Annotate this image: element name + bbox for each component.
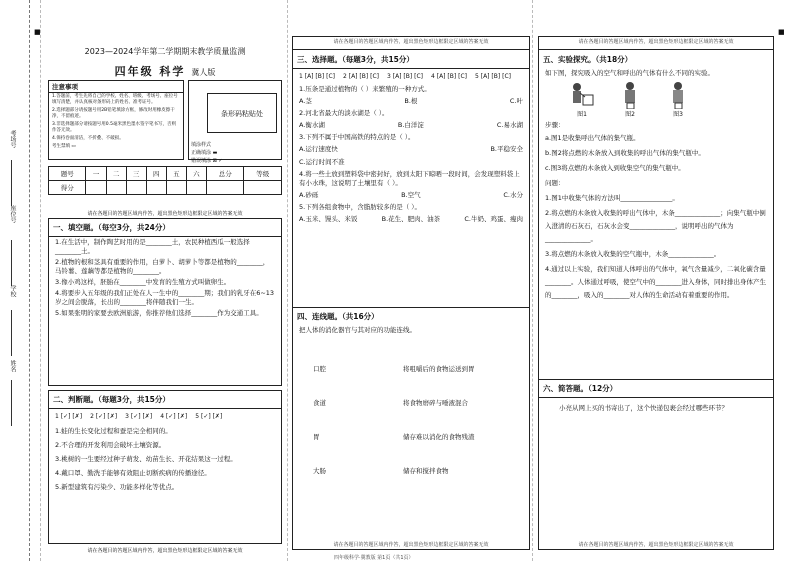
answer-bubbles[interactable]: 1 [✓] [✗] 2 [✓] [✗] 3 [✓] [✗] 4 [✓] [✗] 5 [✓] [✗] bbox=[55, 413, 223, 420]
column-3: 请在各题目的答题区域内作答，超出黑色矩形边框限定区域的答案无效 五、实验探究。（共18分） 如下图，探究吸入的空气和呼出的气体有什么不同的实验。 图1 图2 图3 步骤： a.图1是收集呼出气体的集气瓶。 b.图2将点燃的木条放入到收集的呼出气体的集气瓶中。 c.图3将点燃的木条放入到收集空气的集气瓶中。 问题： 1.图1中收集气体的方法叫________________。 2.将点燃的木条放入收集的呼出气体中，木条______________；向集气瓶中倒入澄清的石灰石，石灰水会变______________，说明呼出的气体为______________。 3.将点燃的木条放入收集的空气瓶中，木条______________。 4.通过以上实验，我们知道人体呼出的气体中，氧气含量减少，二氧化碳含量________。人体通过呼吸，使空气中的________进入身体，同时排出身体产生的________，吸入的________对人体的生命活动有着重要的作用。 六、简答题。（12分） 小亮从网上买的书寄出了，这个快递包裹会经过哪些环节？ 请在各题目的答题区域内作答，超出黑色矩形边框限定区域的答案无效 bbox=[538, 36, 774, 550]
match-left[interactable]: 食道 bbox=[313, 399, 326, 407]
side-name: 姓名 bbox=[9, 360, 16, 372]
match-right[interactable]: 将食物磨碎与唾液混合 bbox=[403, 399, 468, 407]
warning: 请在各题目的答题区域内作答，超出黑色矩形边框限定区域的答案无效 bbox=[87, 211, 243, 217]
barcode-box: 条形码粘贴处 bbox=[207, 93, 277, 133]
notice-box bbox=[48, 80, 184, 160]
figure-1: 图1 bbox=[567, 81, 597, 118]
section-experiment: 五、实验探究。（共18分） 如下图，探究吸入的空气和呼出的气体有什么不同的实验。 图1 图2 图3 步骤： a.图1是收集呼出气体的集气瓶。 b.图2将点燃的木条放入到收集的呼出气体的集气瓶中。 c.图3将点燃的木条放入到收集空气的集气瓶中。 问题： 1.图1中收集气体的方法叫________________。 2.将点燃的木条放入收集的呼出气体中，木条______________；向集气瓶中倒入澄清的石灰石，石灰水会变______________，说明呼出的气体为______________。 3.将点燃的木条放入收集的空气瓶中，木条______________。 4.通过以上实验，我们知道人体呼出的气体中，氧气含量减少，二氧化碳含量________。人体通过呼吸，使空气中的________进入身体，同时排出身体产生的________，吸入的________对人体的生命活动有着重要的作用。 bbox=[539, 51, 773, 303]
edition: 冀人版 bbox=[191, 68, 216, 77]
side-school: 学校 bbox=[9, 285, 16, 297]
section-short-answer: 六、简答题。（12分） 小亮从网上买的书寄出了，这个快递包裹会经过哪些环节？ bbox=[539, 379, 773, 414]
section-fill-blank: 一、填空题。（每空3分，共24分） 1.在生活中，制作陶艺时用的是________土，农民种植西瓜一般选择________土。 2.植物的根和茎具有重要的作用，白萝卜、胡萝卜等都是植物的________，马铃薯、莲藕等都是植物的________。 3.像小鸡这样，胚胎在________中发育的生殖方式叫做卵生。 4.将要步入五年级的我们正处在人一生中的________期；我们的乳牙在6~13岁之间会脱落，长出的________将伴随我们一生。 5.如果张明的家要去欧洲旅游，你推荐他们选择________作为交通工具。 bbox=[48, 218, 282, 386]
corner-mark: ■ bbox=[34, 28, 41, 36]
answer-bubbles[interactable]: 1 [A] [B] [C] 2 [A] [B] [C] 3 [A] [B] [C] 4 [A] [B] [C] 5 [A] [B] [C] bbox=[299, 73, 511, 80]
exam-subject: 四年级 科学 冀人版 bbox=[114, 65, 216, 78]
column-2: 请在各题目的答题区域内作答，超出黑色矩形边框限定区域的答案无效 三、选择题。（每题3分，共15分） 1 [A] [B] [C] 2 [A] [B] [C] 3 [A] [B] [C] 4 [A] [B] [C] 5 [A] [B] [C] 1.压条是通过植物的（ ）来繁殖的一种方式。 A.茎 B.根 C.叶 2.河北省最大的淡水湖是（ ）。 A.衡水湖 B.白洋淀 C.易水湖 3.下列不属于中国高铁的特点的是（ ）。 A.运行速度快 B.平稳安全 C.运行时间不准 4.将一些土放到塑料袋中密封好，放到太阳下晾晒一段时间，会发现塑料袋上有小水珠，这说明了土壤里有（ ）。 A.砂砾 B.空气 C.水分 5.下列各组食物中，含脂肪较多的是（ ）。 A.玉米、馒头、米饭 B.花生、肥肉、油茶 C.牛奶、鸡蛋、瘦肉 四、连线题。（共16分） 把人体的消化器官与其对应的功能连线。 口腔 食道 胃 大肠 将咀嚼后的食物运送到胃 将食物磨碎与唾液混合 储存难以消化的食物残渣 储存和搅拌食物 请在各题目的答题区域内作答，超出黑色矩形边框限定区域的答案无效 bbox=[292, 36, 530, 550]
section-true-false: 二、判断题。（每题3分，共15分） 1 [✓] [✗] 2 [✓] [✗] 3 [✓] [✗] 4 [✓] [✗] 5 [✓] [✗] 1.蛙的生长变化过程和蚕是完全相同的。 2.不合理的开发利用会破坏土壤资源。 3.桃树的一生要经过种子萌发、幼苗生长、开花结果这一过程。 4.戴口罩、勤洗手能够有效阻止切断疾病的传播途径。 5.新型建筑有污染少、功能多样化等优点。 bbox=[48, 390, 282, 544]
section-matching: 四、连线题。（共16分） 把人体的消化器官与其对应的功能连线。 口腔 食道 胃 大肠 将咀嚼后的食物运送到胃 将食物磨碎与唾液混合 储存难以消化的食物残渣 储存和搅拌食物 bbox=[293, 307, 529, 466]
section-heading: 一、填空题。（每空3分，共24分） bbox=[49, 219, 281, 237]
side-exam-no: 考场号 bbox=[9, 130, 16, 148]
exam-title: 2023—2024学年第二学期期末教学质量监测 bbox=[84, 47, 246, 56]
figure-3: 图3 bbox=[663, 81, 693, 118]
absent-label: 考生禁填 ▭ bbox=[52, 144, 76, 149]
figure-2: 图2 bbox=[615, 81, 645, 118]
match-right[interactable]: 储存和搅拌食物 bbox=[403, 467, 449, 475]
page-footer: 四年级科学·冀教版 第1页（共1页） bbox=[334, 555, 414, 561]
notice-line: 3.非选择题部分请按题号用0.5毫米黑色墨水签字笔书写，否则作答无效。 bbox=[52, 122, 176, 133]
score-table: 题号 一 二 三 四 五 六 总分 等级 得分 bbox=[48, 166, 282, 195]
side-room: 座位号 bbox=[9, 205, 16, 223]
match-right[interactable]: 将咀嚼后的食物运送到胃 bbox=[403, 365, 475, 373]
barcode-area bbox=[188, 80, 282, 164]
match-left[interactable]: 大肠 bbox=[313, 467, 326, 475]
corner-mark: ■ bbox=[778, 28, 785, 36]
column-1: 2023—2024学年第二学期期末教学质量监测 四年级 科学 冀人版 注意事项 1.答题前，考生先将自己的学校、姓名、班级、考场号、座位号填写清楚，并认真核对条形码上的姓名、准考证号。 2.选择题部分请按题号用2B铅笔填涂方框，修改时用橡皮擦干净，不留痕迹。 3.非选择题部分请按题号用0.5毫米黑色墨水签字笔书写，否则作答无效。 4.保持卷面清洁，不折叠、不破损。 考生禁填 ▭ 条形码粘贴处 填涂样式 正确填涂 ▬ 错误填涂 ⊠ ✓ 题号 一 二 三 四 五 六 总分 等级 得分 请在各题目的答题区域内作答，超出黑色矩形边框限定区域的答案无效 一、填空题。（每空3分，共24分） 1.在生活中，制作陶艺时用的是________土，农民种植西瓜一般选择________土。 2.植物的根和茎具有重要的作用，白萝卜、胡萝卜等都是植物的________，马铃薯、莲藕等都是植物的________。 3.像小鸡这样，胚胎在________中发育的生殖方式叫做卵生。 4.将要步入五年级的我们正处在人一生中的________期；我们的乳牙在6~13岁之间会脱落，长出的________将伴随我们一生。 5.如果张明的家要去欧洲旅游，你推荐他们选择________作为交通工具。 二、判断题。（每题3分，共15分） 1 [✓] [✗] 2 [✓] [✗] 3 [✓] [✗] 4 [✓] [✗] 5 [✓] [✗] 1.蛙的生长变化过程和蚕是完全相同的。 2.不合理的开发利用会破坏土壤资源。 3.桃树的一生要经过种子萌发、幼苗生长、开花结果这一过程。 4.戴口罩、勤洗手能够有效阻止切断疾病的传播途径。 5.新型建筑有污染少、功能多样化等优点。 请在各题目的答题区域内作答，超出黑色矩形边框限定区域的答案无效 bbox=[46, 42, 284, 556]
binding-strip bbox=[2, 0, 30, 561]
match-left[interactable]: 口腔 bbox=[313, 365, 326, 373]
notice-line: 2.选择题部分请按题号用2B铅笔填涂方框，修改时用橡皮擦干净，不留痕迹。 bbox=[52, 108, 175, 119]
figures bbox=[539, 79, 773, 120]
match-right[interactable]: 储存难以消化的食物残渣 bbox=[403, 433, 475, 441]
section-choice: 三、选择题。（每题3分，共15分） 1 [A] [B] [C] 2 [A] [B] [C] 3 [A] [B] [C] 4 [A] [B] [C] 5 [A] [B] [C] 1.压条是通过植物的（ ）来繁殖的一种方式。 A.茎 B.根 C.叶 2.河北省最大的淡水湖是（ ）。 A.衡水湖 B.白洋淀 C.易水湖 3.下列不属于中国高铁的特点的是（ ）。 A.运行速度快 B.平稳安全 C.运行时间不准 4.将一些土放到塑料袋中密封好，放到太阳下晾晒一段时间，会发现塑料袋上有小水珠，这说明了土壤里有（ ）。 A.砂砾 B.空气 C.水分 5.下列各组食物中，含脂肪较多的是（ ）。 A.玉米、馒头、米饭 B.花生、肥肉、油茶 C.牛奶、鸡蛋、瘦肉 bbox=[293, 51, 529, 226]
section-heading: 二、判断题。（每题3分，共15分） bbox=[49, 391, 281, 409]
notice-heading: 注意事项 bbox=[49, 81, 183, 93]
fill-style: 填涂样式 正确填涂 ▬ 错误填涂 ⊠ ✓ bbox=[191, 142, 223, 164]
notice-line: 1.答题前，考生先将自己的学校、姓名、班级、考场号、座位号填写清楚，并认真核对条形码上的姓名、准考证号。 bbox=[52, 94, 178, 105]
match-left[interactable]: 胃 bbox=[313, 433, 320, 441]
notice-line: 4.保持卷面清洁，不折叠、不破损。 bbox=[52, 136, 124, 141]
